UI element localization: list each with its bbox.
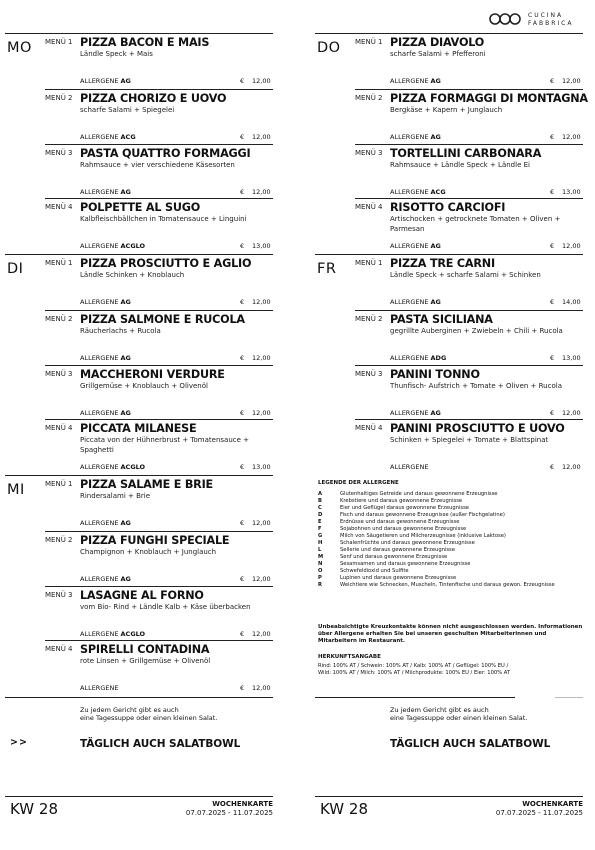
dish-title: PIZZA PROSCIUTTO E AGLIO: [80, 257, 252, 270]
price: [240, 684, 271, 692]
currency-symbol: €: [550, 188, 555, 196]
salatbowl-heading: TÄGLICH AUCH SALATBOWL: [390, 738, 551, 750]
allergen-codes: AG: [120, 409, 131, 417]
price-value: 12,00: [252, 519, 271, 527]
dish-title: MACCHERONI VERDURE: [80, 368, 225, 381]
menu-number: MENÜ 1: [45, 259, 73, 267]
legend-title: LEGENDE DER ALLERGENE: [318, 480, 399, 486]
menu-item: [5, 255, 273, 310]
allergen-legend: [318, 480, 583, 589]
day-section: [5, 254, 273, 474]
dish-title: LASAGNE AL FORNO: [80, 589, 204, 602]
menu-item: [45, 640, 273, 695]
allergen-codes: ACGLO: [120, 242, 146, 250]
allergen-codes: ACG: [120, 133, 136, 141]
dish-description: Artischocken + getrocknete Tomaten + Oliven + Parmesan: [390, 215, 561, 233]
legend-rule: [555, 697, 583, 698]
allergen-line: [80, 575, 131, 583]
currency-symbol: €: [550, 242, 555, 250]
dish-title: PANINI PROSCIUTTO E UOVO: [390, 422, 565, 435]
side-dish-note-line-2: eine Tagessuppe oder einen kleinen Salat.: [80, 714, 218, 722]
legend-value: Senf und daraus gewonnene Erzeugnisse: [340, 554, 448, 560]
menu-item: [45, 365, 273, 420]
menu-item: [355, 365, 583, 420]
legend-value: Sojabohnen und daraus gewonnene Erzeugnisse: [340, 526, 467, 532]
menu-item: [355, 310, 583, 365]
currency-symbol: €: [240, 188, 245, 196]
price: [550, 242, 581, 250]
price: [550, 409, 581, 417]
currency-symbol: €: [550, 354, 555, 362]
dish-title: PASTA SICILIANA: [390, 313, 493, 326]
menu-number: MENÜ 3: [45, 370, 73, 378]
day-label: DI: [7, 261, 24, 277]
price: [240, 354, 271, 362]
allergen-codes: AG: [120, 354, 131, 362]
price-value: 12,00: [252, 684, 271, 692]
legend-row: [318, 519, 583, 526]
allergen-line: [80, 354, 131, 362]
menu-item: [355, 144, 583, 199]
price: [550, 77, 581, 85]
menu-number: MENÜ 4: [355, 203, 383, 211]
dish-description: Rindersalami + Brie: [80, 492, 151, 500]
legend-value: Fisch und daraus gewonnene Erzeugnisse (außer Fischgelatine): [340, 512, 505, 518]
allergen-line: [390, 298, 441, 306]
menu-item: [315, 34, 583, 89]
allergen-line: [390, 188, 446, 196]
menu-item: [45, 198, 273, 253]
currency-symbol: €: [240, 684, 245, 692]
menu-number: MENÜ 3: [355, 149, 383, 157]
menu-item: [355, 198, 583, 253]
origin-title: HERKUNFTSANGABE: [318, 654, 381, 660]
allergen-codes: AG: [120, 519, 131, 527]
allergen-line: [80, 519, 131, 527]
price: [240, 630, 271, 638]
legend-row: [318, 512, 583, 519]
allergen-codes: AG: [430, 77, 441, 85]
allergen-line: [390, 242, 441, 250]
menu-number: MENÜ 1: [45, 38, 73, 46]
allergen-label: ALLERGENE: [390, 354, 429, 362]
price-value: 12,00: [252, 409, 271, 417]
legend-key: D: [318, 512, 323, 518]
allergen-line: [80, 133, 136, 141]
menu-item: [5, 476, 273, 531]
day-label: DO: [317, 40, 341, 56]
legend-value: Sellerie und daraus gewonnene Erzeugnisse: [340, 547, 455, 553]
legend-key: C: [318, 505, 322, 511]
dish-title: PIZZA SALAME E BRIE: [80, 478, 213, 491]
allergen-codes: ADG: [430, 354, 447, 362]
price-value: 13,00: [562, 188, 581, 196]
legend-row: [318, 533, 583, 540]
menu-item: [5, 34, 273, 89]
allergen-label: ALLERGENE: [390, 463, 429, 471]
allergen-label: ALLERGENE: [80, 684, 119, 692]
price-value: 12,00: [252, 133, 271, 141]
day-label: MI: [7, 482, 25, 498]
price: [240, 575, 271, 583]
allergen-line: [80, 188, 131, 196]
menu-number: MENÜ 3: [355, 370, 383, 378]
menu-number: MENÜ 4: [45, 203, 73, 211]
legend-row: [318, 526, 583, 533]
dish-title: PASTA QUATTRO FORMAGGI: [80, 147, 251, 160]
legend-value: Erdnüsse und daraus gewonnene Erzeugnisse: [340, 519, 460, 525]
price-value: 13,00: [252, 463, 271, 471]
legend-key: B: [318, 498, 322, 504]
price-value: 12,00: [562, 463, 581, 471]
currency-symbol: €: [550, 298, 555, 306]
legend-row: [318, 582, 583, 589]
legend-value: Krebstiere und daraus gewonnene Erzeugnisse: [340, 498, 463, 504]
dish-title: POLPETTE AL SUGO: [80, 201, 201, 214]
allergen-line: [390, 77, 441, 85]
allergen-label: ALLERGENE: [80, 463, 119, 471]
footer-rule: [5, 796, 273, 797]
allergen-label: ALLERGENE: [80, 519, 119, 527]
legend-key: P: [318, 575, 322, 581]
allergen-label: ALLERGENE: [390, 298, 429, 306]
menu-number: MENÜ 2: [45, 315, 73, 323]
menu-item: [45, 531, 273, 586]
origin-line-2: Wild: 100% AT / Milch: 100% AT / Milchprodukte: 100% EU / Eier: 100% AT: [318, 670, 511, 676]
dish-description: Ländle Schinken + Knoblauch: [80, 271, 185, 279]
legend-value: Schalenfrüchte und daraus gewonnene Erzeugnisse: [340, 540, 475, 546]
footer-rule: [315, 796, 583, 797]
menu-item: [45, 310, 273, 365]
day-section: [5, 33, 273, 253]
menu-number: MENÜ 2: [45, 536, 73, 544]
allergen-codes: AG: [120, 298, 131, 306]
legend-value: Eier und Geflügel daraus gewonnene Erzeugnisse: [340, 505, 470, 511]
week-number: KW 28: [10, 800, 58, 818]
week-card-info: [186, 800, 273, 818]
allergen-label: ALLERGENE: [390, 409, 429, 417]
menu-item: [45, 586, 273, 641]
legend-row: [318, 491, 583, 498]
dish-description: Schinken + Spiegelei + Tomate + Blattspinat: [390, 436, 549, 444]
legend-key: N: [318, 561, 323, 567]
price: [240, 242, 271, 250]
arrow-marker: >>: [10, 737, 28, 748]
dish-description: vom Bio- Rind + Ländle Kalb + Käse überbacken: [80, 603, 251, 611]
legend-value: Glutenhaltiges Getreide und daraus gewonnene Erzeugnisse: [340, 491, 498, 497]
legend-row: [318, 547, 583, 554]
price: [240, 77, 271, 85]
day-section: [315, 254, 583, 474]
menu-number: MENÜ 1: [355, 38, 383, 46]
allergen-line: [390, 354, 446, 362]
price-value: 12,00: [252, 77, 271, 85]
week-card-dates: 07.07.2025 - 11.07.2025: [495, 809, 583, 817]
currency-symbol: €: [240, 354, 245, 362]
legend-key: F: [318, 526, 322, 532]
dish-title: PIZZA CHORIZO E UOVO: [80, 92, 227, 105]
origin-info: [318, 663, 583, 677]
allergen-disclaimer: Unbeabsichtigte Kreuzkontakte können nicht ausgeschlossen werden. Informationen über Allergene erhalten Sie bei unseren geschulten Mitarbeiterinnen und Mitarbeitern im Restaurant.: [318, 624, 583, 644]
price-value: 14,00: [562, 298, 581, 306]
allergen-label: ALLERGENE: [390, 77, 429, 85]
dish-title: SPIRELLI CONTADINA: [80, 643, 210, 656]
legend-row: [318, 498, 583, 505]
legend-key: L: [318, 547, 322, 553]
price-value: 12,00: [252, 354, 271, 362]
dish-title: PIZZA SALMONE E RUCOLA: [80, 313, 245, 326]
dish-description: Piccata von der Hühnerbrust + Tomatensauce + Spaghetti: [80, 436, 250, 454]
price: [240, 409, 271, 417]
section-end-rule: [5, 697, 273, 698]
allergen-label: ALLERGENE: [80, 133, 119, 141]
menu-number: MENÜ 2: [355, 315, 383, 323]
menu-item: [315, 255, 583, 310]
allergen-codes: AG: [430, 242, 441, 250]
allergen-codes: AG: [120, 188, 131, 196]
price: [550, 188, 581, 196]
price: [240, 463, 271, 471]
menu-item: [45, 89, 273, 144]
legend-row: [318, 575, 583, 582]
legend-key: R: [318, 582, 322, 588]
price-value: 12,00: [562, 133, 581, 141]
menu-number: MENÜ 1: [355, 259, 383, 267]
allergen-line: [80, 242, 145, 250]
price: [550, 463, 581, 471]
price: [550, 133, 581, 141]
legend-key: O: [318, 568, 323, 574]
dish-title: PANINI TONNO: [390, 368, 480, 381]
legend-key: E: [318, 519, 322, 525]
dish-description: Kalbfleischbällchen in Tomatensauce + Linguini: [80, 215, 247, 223]
allergen-label: ALLERGENE: [80, 77, 119, 85]
price-value: 13,00: [562, 354, 581, 362]
price: [240, 298, 271, 306]
right-column: [315, 0, 595, 850]
day-label: FR: [317, 261, 337, 277]
allergen-label: ALLERGENE: [390, 188, 429, 196]
allergen-codes: AG: [430, 298, 441, 306]
side-dish-note-line-1: Zu jedem Gericht gibt es auch: [390, 706, 489, 714]
allergen-codes: AG: [430, 409, 441, 417]
price-value: 12,00: [562, 409, 581, 417]
brand-line-1: CUCINA: [528, 12, 564, 19]
dish-description: Champignon + Knoblauch + Junglauch: [80, 548, 217, 556]
legend-key: A: [318, 491, 323, 497]
price: [240, 133, 271, 141]
dish-description: scharfe Salami + Spiegelei: [80, 106, 175, 114]
dish-description: gegrillte Auberginen + Zwiebeln + Chili + Rucola: [390, 327, 563, 335]
menu-item: [45, 144, 273, 199]
legend-value: Weichtiere wie Schnecken, Muscheln, Tintenfische und daraus gewon. Erzeugnisse: [340, 582, 555, 588]
allergen-label: ALLERGENE: [80, 409, 119, 417]
left-column: [5, 0, 285, 850]
dish-title: PIZZA FORMAGGI DI MONTAGNA: [390, 92, 588, 105]
allergen-label: ALLERGENE: [80, 242, 119, 250]
dish-description: Bergkäse + Kapern + Junglauch: [390, 106, 503, 114]
price-value: 12,00: [562, 77, 581, 85]
allergen-line: [390, 463, 428, 471]
allergen-line: [80, 463, 145, 471]
currency-symbol: €: [240, 298, 245, 306]
allergen-line: [390, 133, 441, 141]
price-value: 12,00: [252, 575, 271, 583]
allergen-line: [80, 409, 131, 417]
dish-title: PIZZA BACON E MAIS: [80, 36, 210, 49]
dish-description: Rahmsauce + vier verschiedene Käsesorten: [80, 161, 235, 169]
week-card-dates: 07.07.2025 - 11.07.2025: [185, 809, 273, 817]
menu-number: MENÜ 4: [45, 645, 73, 653]
menu-number: MENÜ 3: [45, 591, 73, 599]
dish-title: TORTELLINI CARBONARA: [390, 147, 542, 160]
allergen-label: ALLERGENE: [80, 354, 119, 362]
menu-number: MENÜ 3: [45, 149, 73, 157]
side-dish-note: [390, 706, 527, 722]
dish-title: PICCATA MILANESE: [80, 422, 197, 435]
dish-description: Räucherlachs + Rucola: [80, 327, 161, 335]
dish-title: RISOTTO CARCIOFI: [390, 201, 506, 214]
origin-line-1: Rind: 100% AT / Schwein: 100% AT / Kalb: 100% AT / Geflügel: 100% EU /: [318, 663, 509, 669]
price: [240, 519, 271, 527]
allergen-codes: AG: [120, 77, 131, 85]
price-value: 12,00: [252, 298, 271, 306]
dish-description: Thunfisch- Aufstrich + Tomate + Oliven + Rucola: [390, 382, 562, 390]
legend-value: Sesamsamen und daraus gewonnene Erzeugnisse: [340, 561, 471, 567]
legend-key: G: [318, 533, 323, 539]
allergen-codes: ACG: [430, 188, 446, 196]
week-card-title: WOCHENKARTE: [522, 800, 583, 808]
dish-description: scharfe Salami + Pfefferoni: [390, 50, 486, 58]
legend-value: Schwefeldioxid und Sulfite: [340, 568, 409, 574]
day-section: [5, 475, 273, 695]
dish-description: Rahmsauce + Ländle Speck + Ländle Ei: [390, 161, 530, 169]
currency-symbol: €: [550, 409, 555, 417]
legend-key: M: [318, 554, 324, 560]
legend-key: H: [318, 540, 323, 546]
dish-title: PIZZA DIAVOLO: [390, 36, 485, 49]
price-value: 12,00: [562, 242, 581, 250]
legend-rule: [315, 697, 515, 698]
currency-symbol: €: [240, 575, 245, 583]
salatbowl-heading: TÄGLICH AUCH SALATBOWL: [80, 738, 241, 750]
price-value: 12,00: [252, 188, 271, 196]
week-card-info: [496, 800, 583, 818]
dish-description: Ländle Speck + scharfe Salami + Schinken: [390, 271, 541, 279]
legend-row: [318, 568, 583, 575]
week-number: KW 28: [320, 800, 368, 818]
allergen-codes: ACGLO: [120, 463, 146, 471]
dish-description: Ländle Speck + Mais: [80, 50, 153, 58]
currency-symbol: €: [240, 409, 245, 417]
menu-number: MENÜ 2: [45, 94, 73, 102]
allergen-label: ALLERGENE: [390, 133, 429, 141]
menu-item: [355, 89, 588, 144]
side-dish-note: [80, 706, 217, 722]
price-value: 12,00: [252, 630, 271, 638]
menu-item: [45, 419, 273, 474]
allergen-line: [80, 630, 145, 638]
allergen-label: ALLERGENE: [80, 575, 119, 583]
allergen-label: ALLERGENE: [80, 630, 119, 638]
allergen-line: [80, 298, 131, 306]
allergen-codes: ACGLO: [120, 630, 146, 638]
currency-symbol: €: [550, 77, 555, 85]
currency-symbol: €: [240, 630, 245, 638]
legend-row: [318, 554, 583, 561]
currency-symbol: €: [550, 463, 555, 471]
currency-symbol: €: [240, 77, 245, 85]
allergen-label: ALLERGENE: [80, 188, 119, 196]
dish-description: rote Linsen + Grillgemüse + Olivenöl: [80, 657, 211, 665]
legend-value: Lupinen und daraus gewonnene Erzeugnisse: [340, 575, 457, 581]
menu-item: [355, 419, 583, 474]
allergen-line: [80, 684, 118, 692]
week-card-title: WOCHENKARTE: [212, 800, 273, 808]
day-label: MO: [7, 40, 32, 56]
side-dish-note-line-2: eine Tagessuppe oder einen kleinen Salat.: [390, 714, 528, 722]
menu-number: MENÜ 1: [45, 480, 73, 488]
dish-description: Grillgemüse + Knoblauch + Olivenöl: [80, 382, 208, 390]
currency-symbol: €: [550, 133, 555, 141]
currency-symbol: €: [240, 519, 245, 527]
legend-value: Milch von Säugetieren und Milcherzeugnisse (inklusive Laktose): [340, 533, 506, 539]
price: [550, 298, 581, 306]
legend-row: [318, 505, 583, 512]
allergen-label: ALLERGENE: [80, 298, 119, 306]
price-value: 13,00: [252, 242, 271, 250]
dish-title: PIZZA FUNGHI SPECIALE: [80, 534, 230, 547]
price: [240, 188, 271, 196]
currency-symbol: €: [240, 242, 245, 250]
side-dish-note-line-1: Zu jedem Gericht gibt es auch: [80, 706, 179, 714]
menu-number: MENÜ 4: [355, 424, 383, 432]
brand-line-2: FABBRICA: [528, 20, 574, 27]
price: [550, 354, 581, 362]
allergen-line: [390, 409, 441, 417]
allergen-line: [80, 77, 131, 85]
menu-number: MENÜ 4: [45, 424, 73, 432]
currency-symbol: €: [240, 463, 245, 471]
legend-row: [318, 561, 583, 568]
dish-title: PIZZA TRE CARNI: [390, 257, 495, 270]
day-section: [315, 33, 588, 253]
menu-number: MENÜ 2: [355, 94, 383, 102]
allergen-codes: AG: [120, 575, 131, 583]
legend-row: [318, 540, 583, 547]
allergen-label: ALLERGENE: [390, 242, 429, 250]
currency-symbol: €: [240, 133, 245, 141]
allergen-codes: AG: [430, 133, 441, 141]
